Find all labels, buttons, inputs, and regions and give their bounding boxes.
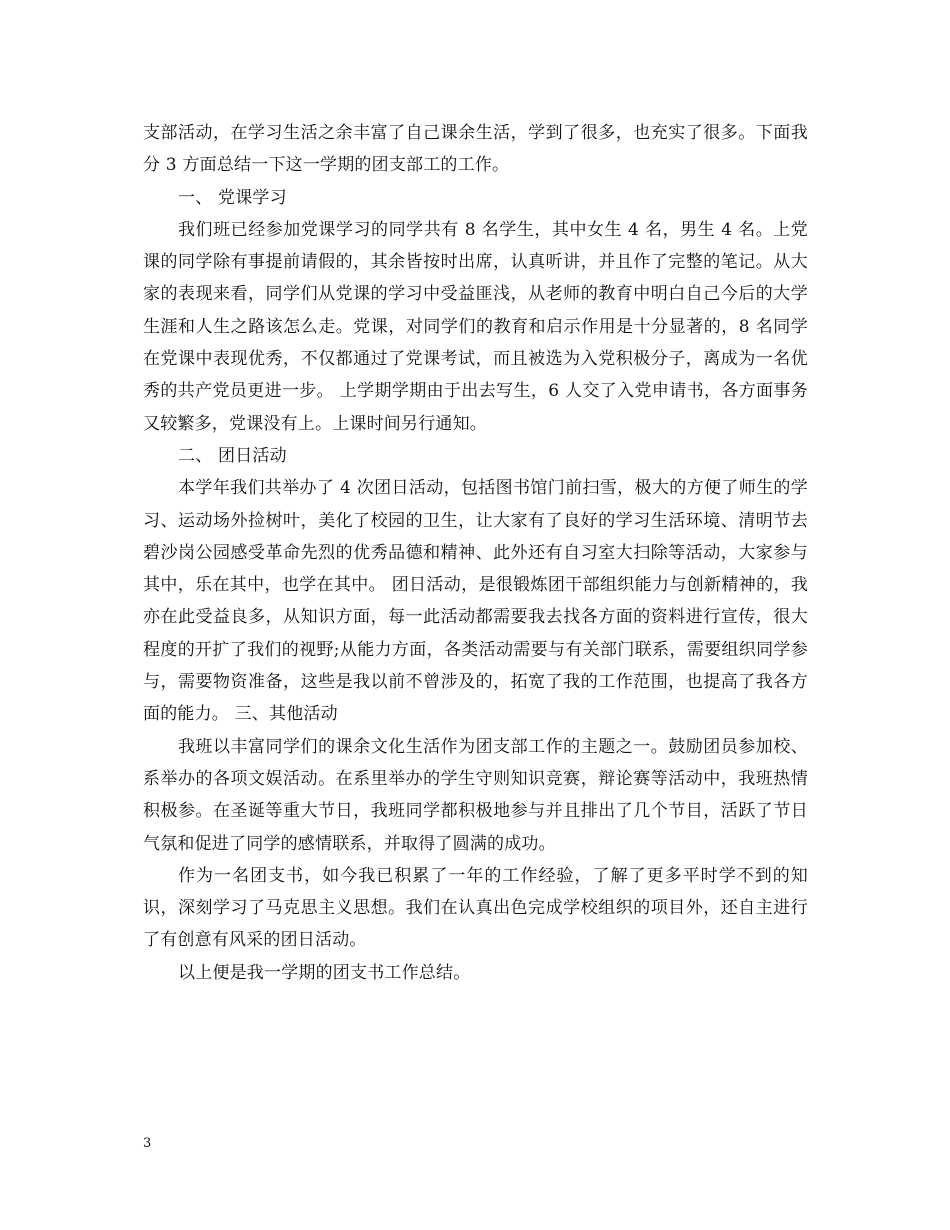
paragraph-party-class: 我们班已经参加党课学习的同学共有 8 名学生，其中女生 4 名，男生 4 名。上党课的同学除有事提前请假的，其余皆按时出席，认真听讲，并且作了完整的笔记。从大家的表现来看，同学们从党课的学习中受益匪浅，从老师的教育中明白自己今后的大学生涯和人生之路该怎么走。党课，对同学们的教育和启示作用是十分显著的，8 名同学在党课中表现优秀，不仅都通过了党课考试，而且被选为入党积极分子，离成为一名优秀的共产党员更进一步。 上学期学期由于出去写生，6 人交了入党申请书，各方面事务又较繁多，党课没有上。上课时间另行通知。 xyxy=(143,219,808,434)
section-heading-party-class: 一、 党课学习 xyxy=(178,187,287,208)
paragraph-intro-continuation: 支部活动，在学习生活之余丰富了自己课余生活，学到了很多，也充实了很多。下面我分 3 方面总结一下这一学期的团支部工的工作。 xyxy=(143,123,808,176)
paragraph-league-day: 本学年我们共举办了 4 次团日活动，包括图书馆门前扫雪，极大的方便了师生的学习、运动场外捡树叶，美化了校园的卫生，让大家有了良好的学习生活环境、清明节去碧沙岗公园感受革命先烈的优秀品德和精神、此外还有自习室大扫除等活动，大家参与其中，乐在其中，也学在其中。 团日活动，是很锻炼团干部组织能力与创新精神的，我亦在此受益良多，从知识方面，每一此活动都需要我去找各方面的资料进行宣传，很大程度的开扩了我们的视野;从能力方面，各类活动需要与有关部门联系，需要组织同学参与，需要物资准备，这些是我以前不曾涉及的，拓宽了我的工作范围，也提高了我各方面的能力。 三、其他活动 xyxy=(143,478,808,725)
paragraph-other-activities: 我班以丰富同学们的课余文化生活作为团支部工作的主题之一。鼓励团员参加校、系举办的各项文娱活动。在系里举办的学生守则知识竞赛，辩论赛等活动中，我班热情积极参。在圣诞等重大节日，我班同学都积极地参与并且排出了几个节目，活跃了节日气氛和促进了同学的感情联系，并取得了圆满的成功。 xyxy=(143,736,808,854)
paragraph-experience: 作为一名团支书，如今我已积累了一年的工作经验，了解了更多平时学不到的知识，深刻学习了马克思主义思想。我们在认真出色完成学校组织的项目外，还自主进行了有创意有风采的团日活动。 xyxy=(143,865,808,951)
paragraph-conclusion: 以上便是我一学期的团支书工作总结。 xyxy=(178,962,471,983)
page-number: 3 xyxy=(143,1136,152,1151)
document-body xyxy=(143,117,808,989)
section-heading-league-day: 二、 团日活动 xyxy=(178,445,287,466)
